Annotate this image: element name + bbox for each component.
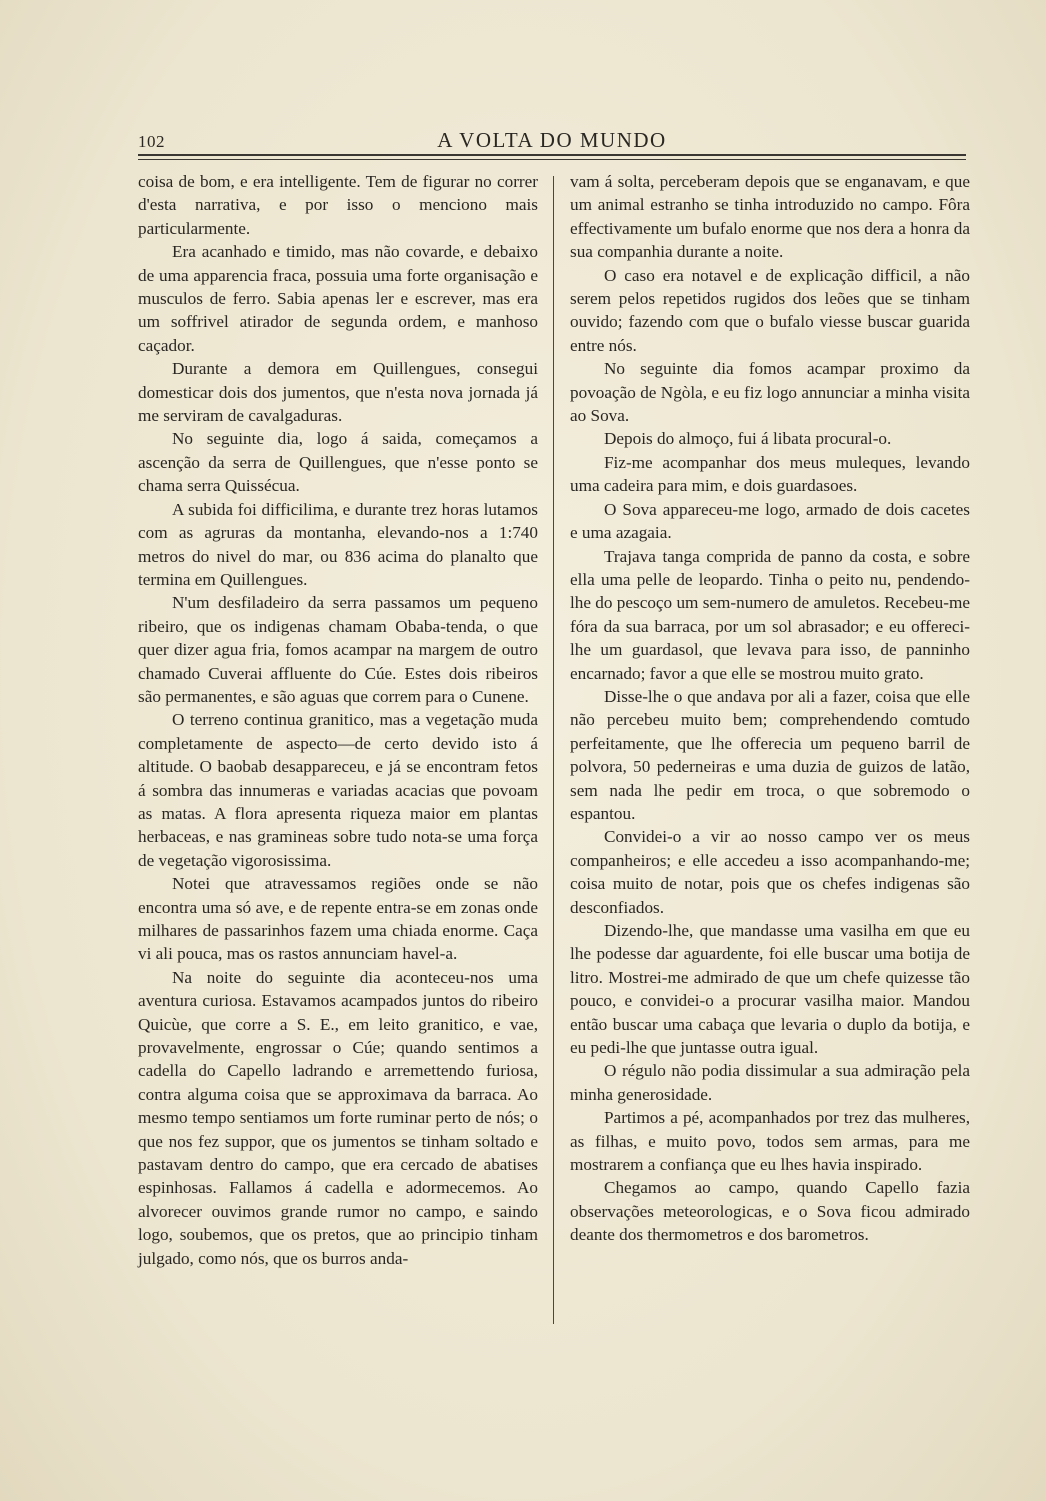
- paragraph: Fiz-me acompanhar dos meus muleques, levando uma cadeira para mim, e dois guardasoes.: [570, 452, 970, 496]
- running-title: A VOLTA DO MUNDO: [437, 128, 667, 152]
- paragraph: coisa de bom, e era intelligente. Tem de figurar no correr d'esta narrativa, e por isso o menciono mais particularmente.: [138, 172, 538, 238]
- paragraph: Convidei-o a vir ao nosso campo ver os meus companheiros; e elle accedeu a isso acompanhando-me; coisa muito de notar, pois que os chefes indigenas são desconfiados.: [570, 827, 970, 917]
- paragraph: O Sova appareceu-me logo, armado de dois cacetes e uma azagaia.: [570, 499, 970, 543]
- left-column: [138, 170, 538, 1270]
- paragraph: No seguinte dia, logo á saida, começamos a ascenção da serra de Quillengues, que n'esse ponto se chama serra Quissécua.: [138, 429, 538, 496]
- paragraph: O caso era notavel e de explicação difficil, a não serem pelos repetidos rugidos dos leões que se tinham ouvido; fazendo com que o bufalo viesse buscar guarida entre nós.: [570, 265, 970, 355]
- paragraph: Trajava tanga comprida de panno da costa, e sobre ella uma pelle de leopardo. Tinha o peito nu, pendendo-lhe do pescoço um sem-numero de amuletos. Recebeu-me fóra da sua barraca, por um sol abrasador; e eu offereci-lhe um guardasol, que levava para isso, de panninho encarnado; favor a que elle se mostrou muito grato.: [570, 546, 970, 683]
- paragraph: vam á solta, perceberam depois que se enganavam, e que um animal estranho se tinha introduzido no campo. Fôra effectivamente um bufalo enorme que nos dera a honra da sua companhia durante a noite.: [570, 172, 970, 262]
- header-rule-thick: [138, 154, 966, 156]
- column-divider: [553, 176, 554, 1324]
- paragraph: O régulo não podia dissimular a sua admiração pela minha generosidade.: [570, 1061, 970, 1104]
- paragraph: Disse-lhe o que andava por ali a fazer, coisa que elle não percebeu muito bem; comprehendendo comtudo perfeitamente, que lhe offerecia um pequeno barril de polvora, 50 pederneiras e uma duzia de guizos de latão, sem nada lhe pedir em troca, o que sobremodo o espantou.: [570, 686, 970, 823]
- right-column: [570, 170, 970, 1247]
- paragraph: Partimos a pé, acompanhados por trez das mulheres, as filhas, e muito povo, todos sem armas, para me mostrarem a confiança que eu lhes havia inspirado.: [570, 1108, 970, 1175]
- paragraph: Notei que atravessamos regiões onde se não encontra uma só ave, e de repente entra-se em zonas onde milhares de passarinhos fazem uma chiada enorme. Caça vi ali pouca, mas os rastos annunciam havel-a.: [138, 874, 538, 964]
- paragraph: Depois do almoço, fui á libata procural-o.: [604, 429, 892, 449]
- paragraph: Era acanhado e timido, mas não covarde, e debaixo de uma apparencia fraca, possuia uma forte organisação e musculos de ferro. Sabia apenas ler e escrever, mas era um soffrivel atirador de segunda ordem, e manhoso caçador.: [138, 242, 538, 355]
- paragraph: N'um desfiladeiro da serra passamos um pequeno ribeiro, que os indigenas chamam Obaba-tenda, o que quer dizer agua fria, fomos acampar na margem de outro chamado Cuverai affluente do Cúe. Estes dois ribeiros são permanentes, e são aguas que correm para o Cunene.: [138, 593, 538, 706]
- paragraph: Durante a demora em Quillengues, consegui domesticar dois dos jumentos, que n'esta nova jornada já me serviram de cavalgaduras.: [138, 359, 538, 426]
- paragraph: O terreno continua granitico, mas a vegetação muda completamente de aspecto—de certo devido isto á altitude. O baobab desappareceu, e já se encontram fetos á sombra das innumeras e variadas acacias que povoam as matas. A flora apresenta riqueza maior em plantas herbaceas, e nas gramineas sobre tudo nota-se uma força de vegetação vigorosissima.: [138, 710, 538, 870]
- paragraph: No seguinte dia fomos acampar proximo da povoação de Ngòla, e eu fiz logo annunciar a minha visita ao Sova.: [570, 359, 970, 426]
- paragraph: A subida foi difficilima, e durante trez horas lutamos com as agruras da montanha, elevando-nos a 1:740 metros do nivel do mar, ou 836 acima do planalto que termina em Quillengues.: [138, 499, 538, 589]
- paragraph: Dizendo-lhe, que mandasse uma vasilha em que eu lhe podesse dar aguardente, foi elle buscar uma botija de litro. Mostrei-me admirado de que um chefe quizesse tão pouco, e convidei-o a procurar vasilha maior. Mandou então buscar uma cabaça que levaria o duplo da botija, e eu pedi-lhe que juntasse outra igual.: [570, 921, 970, 1058]
- paragraph: Na noite do seguinte dia aconteceu-nos uma aventura curiosa. Estavamos acampados juntos do ribeiro Quicùe, que corre a S. E., em leito granitico, e vae, provavelmente, engrossar o Cúe; quando sentimos a cadella do Capello ladrando e arremettendo furiosa, contra alguma coisa que se approximava da barraca. Ao mesmo tempo sentiamos um forte ruminar perto de nós; o que nos fez suppor, que os jumentos se tinham soltado e pastavam dentro do campo, que era cercado de abatises espinhosas. Fallamos á cadella e adormecemos. Ao alvorecer ouvimos grande rumor no campo, e saindo logo, soubemos, que os pretos, que ao principio tinham julgado, como nós, que os burros anda-: [138, 967, 538, 1268]
- header-rule-thin: [138, 159, 966, 160]
- paragraph: Chegamos ao campo, quando Capello fazia observações meteorologicas, e o Sova ficou admirado deante dos thermometros e dos barometros.: [570, 1178, 970, 1245]
- page-number: 102: [138, 132, 165, 151]
